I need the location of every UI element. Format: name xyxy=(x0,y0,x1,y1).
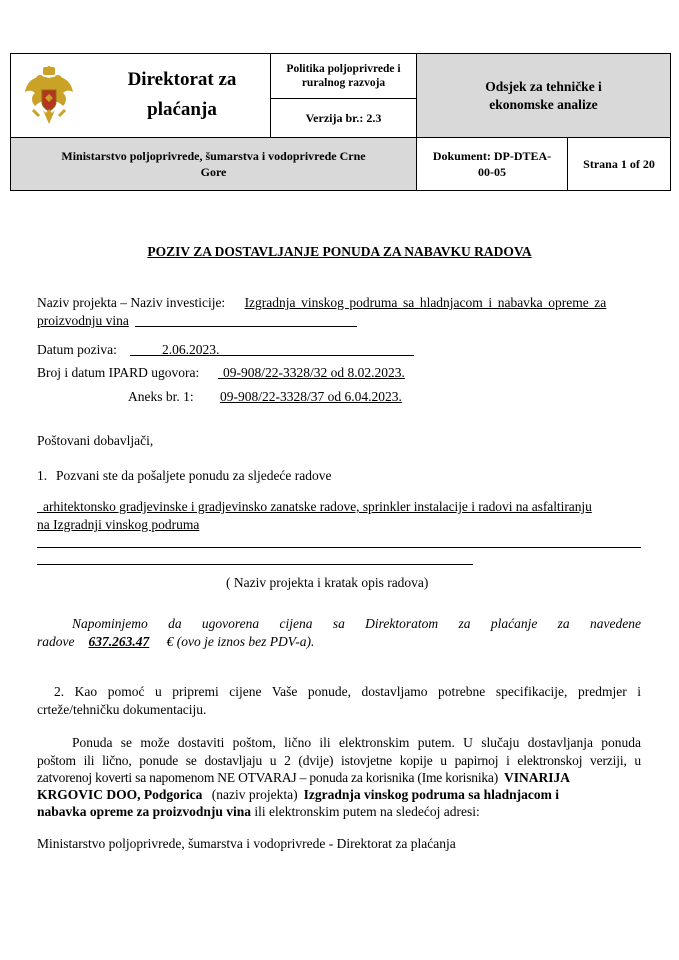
item1-number: 1. xyxy=(37,468,48,483)
note-amount: 637.263.47 xyxy=(88,634,150,649)
document-line2: 00-05 xyxy=(478,165,506,179)
version-cell xyxy=(270,98,417,138)
page-cell xyxy=(567,137,671,191)
version-label: Verzija br.: 2.3 xyxy=(305,111,382,125)
date-label: Datum poziva: xyxy=(37,342,117,357)
date-row xyxy=(37,341,117,358)
org-title-line1: Direktorat za xyxy=(127,69,237,90)
project-label: Naziv projekta – Naziv investicije: xyxy=(37,295,226,310)
p3-line3-a: zatvorenoj koverti sa napomenom NE OTVARAJ – ponuda za korisnika (Ime korisnika) xyxy=(37,770,499,785)
header-table xyxy=(10,53,671,191)
note-suffix: € (ovo je iznos bez PDV-a). xyxy=(166,634,315,649)
policy-cell xyxy=(270,53,417,99)
greeting: Poštovani dobavljači, xyxy=(37,433,154,448)
coat-of-arms-emblem xyxy=(23,66,75,128)
p3-line3-b: VINARIJA xyxy=(504,770,571,785)
works-line1: arhitektonsko gradjevinske i gradjevinsko zanatske radove, sprinkler instalacije i radovi na asfaltiranju xyxy=(43,499,592,514)
p3-line3 xyxy=(37,769,641,786)
p3-line4-a: KRGOVIC DOO, Podgorica xyxy=(37,787,203,802)
page-number: Strana 1 of 20 xyxy=(583,157,655,171)
annex-value: 09-908/22-3328/37 od 6.04.2023. xyxy=(220,389,402,404)
date-value: 2.06.2023. xyxy=(162,342,220,357)
p3-line5 xyxy=(37,803,480,820)
p3-line1: Ponuda se može dostaviti poštom, lično ili elektronskim putem. U slučaju dostavljanja ponuda xyxy=(72,735,641,750)
department-line1: Odsjek za tehničke i xyxy=(485,78,602,94)
note-prefix: radove xyxy=(37,634,75,649)
works-caption: ( Naziv projekta i kratak opis radova) xyxy=(226,575,429,590)
org-title-line2: plaćanja xyxy=(147,99,217,120)
project-name-1: Izgradnja vinskog podruma sa hladnjacom i nabavka opreme za xyxy=(244,295,607,310)
p3-line2: poštom ili lično, ponude se dostavljaju u 2 (dvije) istovjetne kopije u papirnoj i elektronskoj verziji, u xyxy=(37,753,641,768)
document-cell xyxy=(416,137,568,191)
ministry-line2: Gore xyxy=(200,165,227,179)
policy-line2: ruralnog razvoja xyxy=(301,77,386,89)
document-title: POZIV ZA DOSTAVLJANJE PONUDA ZA NABAVKU RADOVA xyxy=(147,244,532,259)
department-line2: ekonomske analize xyxy=(489,96,598,112)
p3-line5-a: nabavka opreme za proizvodnju vina xyxy=(37,804,252,819)
project-row xyxy=(37,294,641,311)
project-name-2: proizvodnju vina xyxy=(37,313,129,328)
item2-line2: crteže/tehničku dokumentaciju. xyxy=(37,702,207,717)
works-line2: na Izgradnji vinskog podruma xyxy=(37,517,200,532)
ministry-cell xyxy=(10,137,417,191)
p3-line4-c: Izgradnja vinskog podruma sa hladnjacom i xyxy=(303,787,560,802)
address: Ministarstvo poljoprivrede, šumarstva i vodoprivrede - Direktorat za plaćanja xyxy=(37,836,456,851)
document-line1: Dokument: DP-DTEA- xyxy=(432,149,552,163)
p3-line5-b: ili elektronskim putem na sledećoj adresi: xyxy=(254,804,480,819)
contract-label: Broj i datum IPARD ugovora: xyxy=(37,365,200,380)
note-line2 xyxy=(37,633,314,650)
org-cell xyxy=(10,53,271,138)
item1-text: Pozvani ste da pošaljete ponudu za sljedeće radove xyxy=(56,468,332,483)
item2-line1: 2. Kao pomoć u pripremi cijene Vaše ponude, dostavljamo potrebne specifikacije, predmjer i xyxy=(54,684,641,699)
policy-line1: Politika poljoprivrede i xyxy=(286,63,401,75)
p3-line4 xyxy=(37,786,641,803)
annex-label: Aneks br. 1: xyxy=(128,389,194,404)
ministry-line1: Ministarstvo poljoprivrede, šumarstva i vodoprivrede Crne xyxy=(61,149,366,163)
p3-line4-b: (naziv projekta) xyxy=(211,787,298,802)
contract-value: 09-908/22-3328/32 od 8.02.2023. xyxy=(223,365,405,380)
project-row-2 xyxy=(37,312,129,329)
department-cell xyxy=(416,53,671,138)
note-line1: Napominjemo da ugovorena cijena sa Direktoratom za plaćanje za navedene xyxy=(72,616,641,631)
